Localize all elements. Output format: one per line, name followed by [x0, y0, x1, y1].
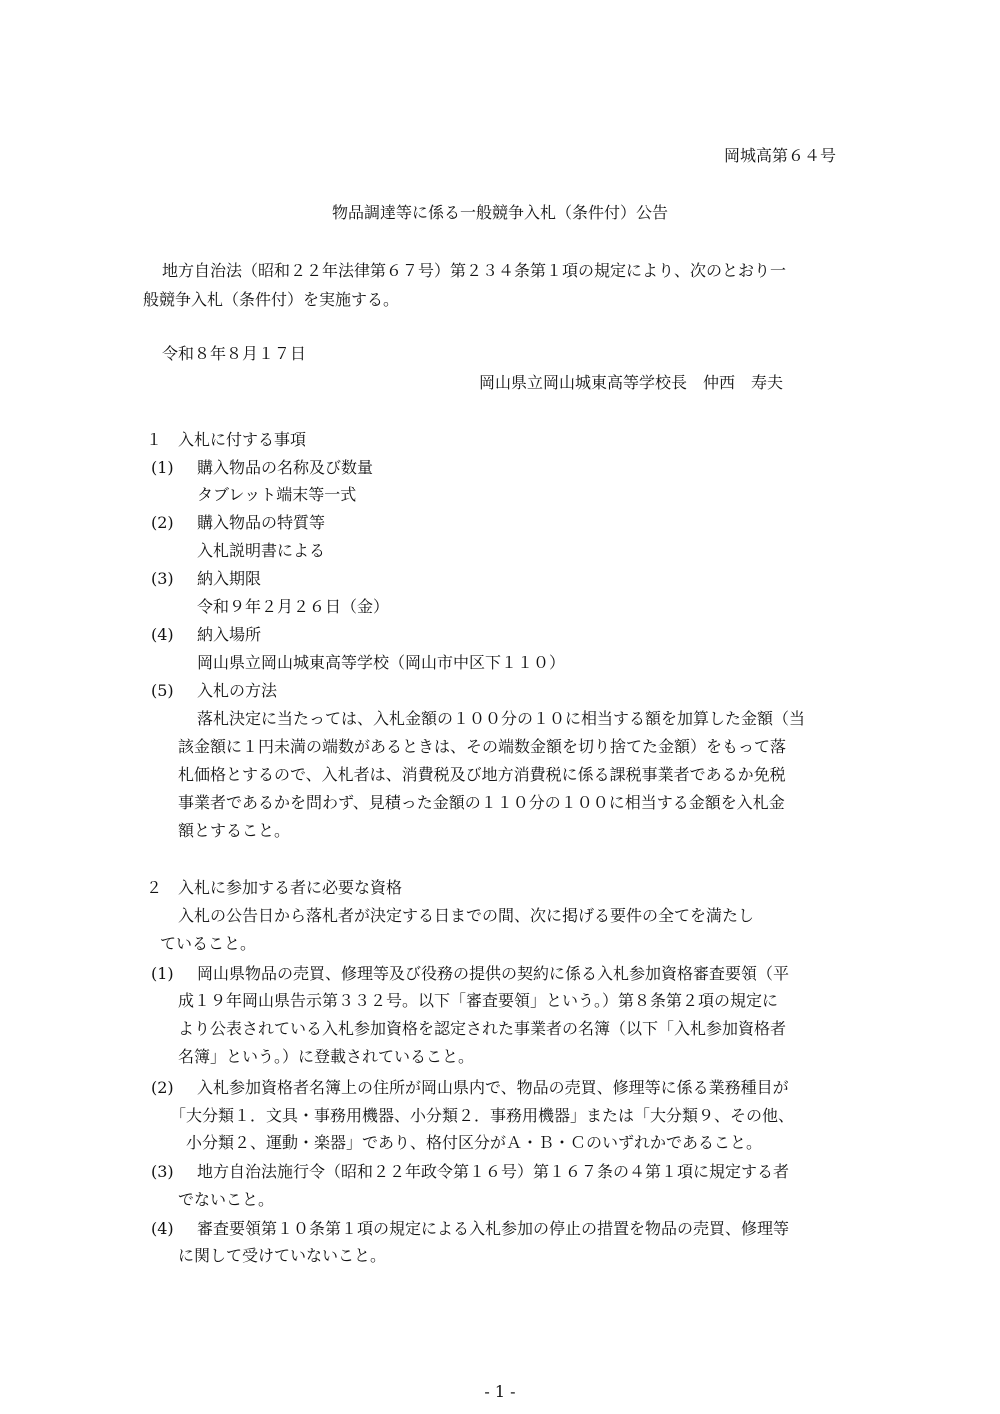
item-label: 入札の方法 — [197, 681, 278, 700]
item-text: 小分類２、運動・楽器」であり、格付区分がＡ・Ｂ・Ｃのいずれかであること。 — [186, 1133, 763, 1152]
notice-date: 令和８年８月１７日 — [162, 344, 307, 363]
item-body: 額とすること。 — [178, 821, 291, 840]
section-2-intro: 入札の公告日から落札者が決定する日までの間、次に掲げる要件の全てを満たし — [178, 906, 755, 925]
item-body: 該金額に１円未満の端数があるときは、その端数金額を切り捨てた金額）をもって落 — [178, 737, 787, 756]
item-label: 購入物品の名称及び数量 — [197, 458, 374, 477]
item-text: 入札参加資格者名簿上の住所が岡山県内で、物品の売買、修理等に係る業務種目が — [197, 1078, 789, 1097]
item-number: (5) — [151, 681, 174, 700]
item-text: 名簿」という。）に登載されていること。 — [178, 1047, 475, 1066]
item-label: 納入場所 — [197, 625, 262, 644]
item-body: 札価格とするので、入札者は、消費税及び地方消費税に係る課税事業者であるか免税 — [178, 765, 786, 784]
item-text: 「大分類１．文具・事務用機器、小分類２．事務用機器」または「大分類９、その他、 — [170, 1106, 795, 1125]
intro-line: 地方自治法（昭和２２年法律第６７号）第２３４条第１項の規定により、次のとおり一 — [162, 261, 787, 280]
item-number: (3) — [151, 1162, 174, 1181]
item-number: (3) — [151, 569, 174, 588]
document-title: 物品調達等に係る一般競争入札（条件付）公告 — [331, 203, 668, 222]
item-number: (4) — [151, 625, 174, 644]
item-text: に関して受けていないこと。 — [178, 1246, 387, 1265]
item-body: 岡山県立岡山城東高等学校（岡山市中区下１１０） — [197, 653, 566, 672]
item-body: 令和９年２月２６日（金） — [197, 597, 390, 616]
intro-line: 般競争入札（条件付）を実施する。 — [143, 290, 400, 309]
item-body: タブレット端末等一式 — [197, 485, 357, 504]
item-text: より公表されている入札参加資格を認定された事業者の名簿（以下「入札参加資格者 — [178, 1019, 787, 1038]
item-number: (1) — [151, 458, 174, 477]
item-number: (2) — [151, 513, 174, 532]
issuer: 岡山県立岡山城東高等学校長 仲西 寿夫 — [479, 373, 784, 392]
section-1-heading: １ 入札に付する事項 — [146, 430, 307, 449]
item-text: 地方自治法施行令（昭和２２年政令第１６号）第１６７条の４第１項に規定する者 — [197, 1162, 790, 1181]
item-body: 入札説明書による — [197, 541, 326, 560]
item-text: 審査要領第１０条第１項の規定による入札参加の停止の措置を物品の売買、修理等 — [197, 1219, 790, 1238]
section-2-heading: ２ 入札に参加する者に必要な資格 — [146, 878, 403, 897]
item-label: 納入期限 — [197, 569, 262, 588]
item-number: (2) — [151, 1078, 174, 1097]
item-text: でないこと。 — [178, 1190, 275, 1209]
document-number: 岡城高第６４号 — [723, 146, 836, 165]
item-number: (1) — [151, 964, 174, 983]
page-number: - 1 - — [484, 1382, 516, 1401]
section-2-intro: ていること。 — [160, 934, 257, 953]
item-body: 事業者であるかを問わず、見積った金額の１１０分の１００に相当する金額を入札金 — [178, 793, 785, 812]
item-body: 落札決定に当たっては、入札金額の１００分の１０に相当する額を加算した金額（当 — [197, 709, 806, 728]
item-number: (4) — [151, 1219, 174, 1238]
item-text: 成１９年岡山県告示第３３２号。以下「審査要領」という。）第８条第２項の規定に — [178, 991, 779, 1010]
item-text: 岡山県物品の売買、修理等及び役務の提供の契約に係る入札参加資格審査要領（平 — [197, 964, 790, 983]
item-label: 購入物品の特質等 — [197, 513, 326, 532]
